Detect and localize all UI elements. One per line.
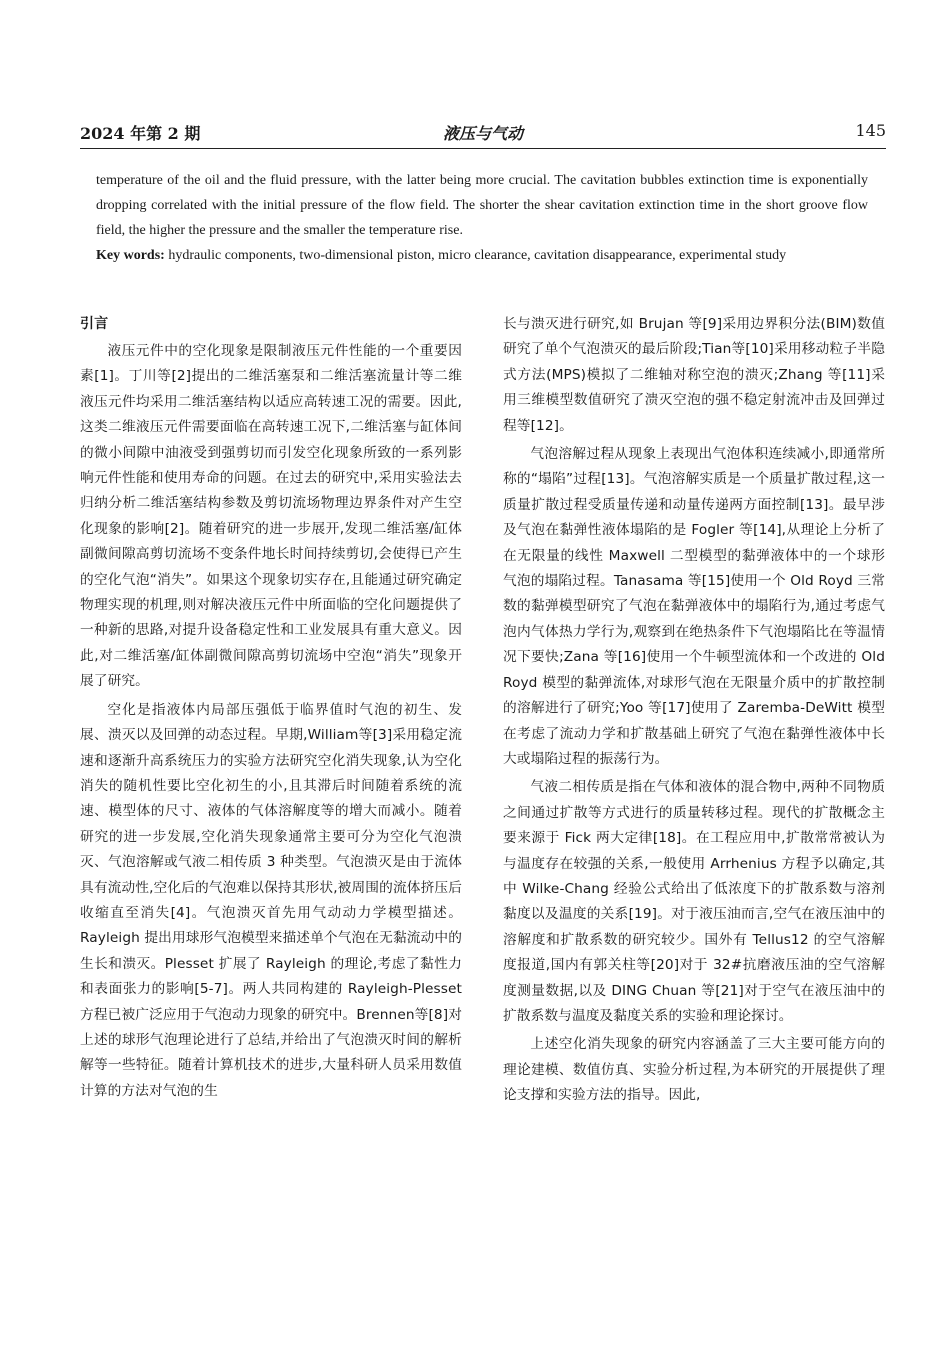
journal-title: 液压与气动 xyxy=(442,124,523,143)
body-paragraph: 上述空化消失现象的研究内容涵盖了三大主要可能方向的理论建模、数值仿真、实验分析过程,为本研究的开展提供了理论支撑和实验方法的指导。因此, xyxy=(503,1036,885,1104)
left-column xyxy=(80,312,462,1107)
issue-label: 2024 年第 2 期 xyxy=(80,124,201,143)
body-paragraph: 空化是指液体内局部压强低于临界值时气泡的初生、发展、溃灭以及回弹的动态过程。早期,William等[3]采用稳定流速和逐渐升高系统压力的实验方法研究空化消失现象,认为空化消失的随机性要比空化初生的小,且其滞后时间随着系统的流速、模型体的尺寸、液体的气体溶解度等的增大而减小。随着研究的进一步发展,空化消失现象通常主要可分为空化气泡溃灭、气泡溶解或气液二相传质 3 种类型。气泡溃灭是由于流体具有流动性,空化后的气泡难以保持其形状,被周围的流体挤压后收缩直至消失[4]。气泡溃灭首先用气动动力学模型描述。Rayleigh 提出用球形气泡模型来描述单个气泡在无黏流动中的生长和溃灭。Plesset 扩展了 Rayleigh 的理论,考虑了黏性力和表面张力的影响[5-7]。两人共同构建的 Rayleigh-Plesset 方程已被广泛应用于气泡动力现象的研究中。Brennen等[8]对上述的球形气泡理论进行了总结,并给出了气泡溃灭时间的解析解等一些特征。随着计算机技术的进步,大量科研人员采用数值计算的方法对气泡的生 xyxy=(80,701,462,1099)
abstract-block xyxy=(96,168,868,268)
right-column xyxy=(503,312,885,1112)
section-title-introduction: 引言 xyxy=(80,316,109,332)
header-rule xyxy=(80,148,886,149)
body-paragraph: 气液二相传质是指在气体和液体的混合物中,两种不同物质之间通过扩散等方式进行的质量转移过程。现代的扩散概念主要来源于 Fick 两大定律[18]。在工程应用中,扩散常常被认为与温度存在较强的关系,一般使用 Arrhenius 方程予以确定,其中 Wilke-Chang 经验公式给出了低浓度下的扩散系数与溶剂黏度以及温度的关系[19]。对于液压油而言,空气在液压油中的溶解度和扩散系数的研究较少。国外有 Tellus12 的空气溶解度报道,国内有郭关柱等[20]对于 32#抗磨液压油的空气溶解度测量数据,以及 DING Chuan 等[21]对于空气在液压油中的扩散系数与温度及黏度关系的实验和理论探讨。 xyxy=(503,779,885,1024)
keywords-label: Key words: xyxy=(96,248,165,263)
keywords-text: hydraulic components, two-dimensional piston, micro clearance, cavitation disappearance, experimental study xyxy=(168,248,787,263)
page-number: 145 xyxy=(855,121,886,140)
body-paragraph: 长与溃灭进行研究,如 Brujan 等[9]采用边界积分法(BIM)数值研究了单个气泡溃灭的最后阶段;Tian等[10]采用移动粒子半隐式方法(MPS)模拟了二维轴对称空泡的溃灭;Zhang 等[11]采用三维模型数值研究了溃灭空泡的强不稳定射流冲击及回弹过程等[12]。 xyxy=(503,316,885,434)
body-paragraph: 液压元件中的空化现象是限制液压元件性能的一个重要因素[1]。丁川等[2]提出的二维活塞泵和二维活塞流量计等二维液压元件均采用二维活塞结构以适应高转速工况的需要。因此,这类二维液压元件需要面临在高转速工况下,二维活塞与缸体间的微小间隙中油液受到强剪切而引发空化现象所致的一系列影响元件性能和使用寿命的问题。在过去的研究中,采用实验法去归纳分析二维活塞结构参数及剪切流场物理边界条件对产生空化现象的影响[2]。随着研究的进一步展开,发现二维活塞/缸体副微间隙高剪切流场不变条件地长时间持续剪切,会使得已产生的空化气泡“消失”。如果这个现象切实存在,且能通过研究确定物理实现的机理,则对解决液压元件中所面临的空化问题提供了一种新的思路,对提升设备稳定性和工业发展具有重大意义。因此,对二维活塞/缸体副微间隙高剪切流场中空泡“消失”现象开展了研究。 xyxy=(80,343,462,690)
body-paragraph: 气泡溶解过程从现象上表现出气泡体积连续减小,即通常所称的“塌陷”过程[13]。气泡溶解实质是一个质量扩散过程,这一质量扩散过程受质量传递和动量传递两方面控制[13]。最早涉及气泡在黏弹性液体塌陷的是 Fogler 等[14],从理论上分析了在无限量的线性 Maxwell 二型模型的黏弹液体中的一个球形气泡的塌陷过程。Tanasama 等[15]使用一个 Old Royd 三常数的黏弹模型研究了气泡在黏弹液体中的塌陷行为,通过考虑气泡内气体热力学行为,观察到在绝热条件下气泡塌陷比在等温情况下要快;Zana 等[16]使用一个牛顿型流体和一个改进的 Old Royd 模型的黏弹流体,对球形气泡在无限量介质中的扩散控制的溶解进行了研究;Yoo 等[17]使用了 Zaremba-DeWitt 模型在考虑了流动力学和扩散基础上研究了气泡在黏弹性液体中长大或塌陷过程的振荡行为。 xyxy=(503,446,885,767)
running-header xyxy=(80,121,886,143)
keywords-line xyxy=(96,243,868,268)
abstract-text: temperature of the oil and the fluid pressure, with the latter being more crucial. The cavitation bubbles extinction time is exponentially dropping correlated with the initial pressure of the flow field. The shorter the shear cavitation extinction time in the short groove flow field, the higher the pressure and the smaller the temperature rise. xyxy=(96,173,868,238)
